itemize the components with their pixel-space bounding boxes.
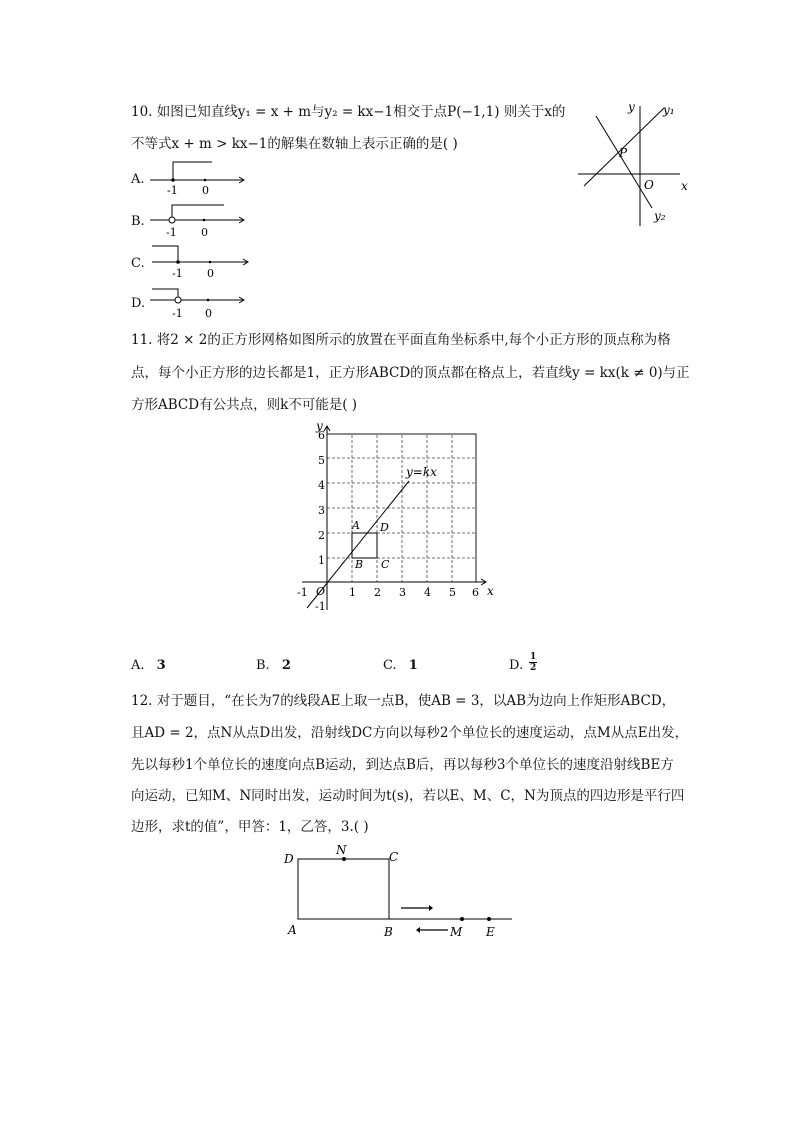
- tick-point: [203, 219, 206, 222]
- q10-stem-line1: 10. 如图已知直线y₁ = x + m与y₂ = kx−1相交于点P(−1,1) 则关于x的: [131, 104, 566, 120]
- q10-option-b-label[interactable]: B.: [131, 214, 145, 229]
- q12-rectangle-figure: [280, 842, 520, 942]
- vertex-d-label: D: [380, 521, 389, 534]
- q12-stem-line5: 边形，求t的值”，甲答：1，乙答，3.( ): [131, 819, 369, 835]
- y2-label: y₂: [654, 209, 666, 223]
- tick-label: -1: [166, 226, 177, 239]
- closed-point: [171, 178, 175, 182]
- q10-option-b-numberline: [148, 200, 248, 240]
- y-tick-label: 1: [318, 554, 325, 567]
- q10-option-d-label[interactable]: D.: [131, 296, 146, 311]
- point-m-label: M: [450, 925, 463, 939]
- tick-label: -1: [167, 184, 178, 197]
- tick-label: -1: [172, 267, 183, 280]
- option-letter: B.: [256, 658, 270, 673]
- vertex-a-label: A: [352, 519, 360, 532]
- point-m: [460, 917, 464, 921]
- arrow-right-head: [429, 905, 433, 911]
- tick-point: [209, 261, 212, 264]
- q12-stem-line3: 先以每秒1个单位长的速度向点B运动，到达点B后，再以每秒3个单位长的速度沿射线BE方: [131, 757, 674, 773]
- y-tick-label: 3: [318, 504, 325, 517]
- point-n: [342, 857, 346, 861]
- q10-option-c-numberline: [148, 242, 252, 282]
- q10-stem-line2: 不等式x + m > kx−1的解集在数轴上表示正确的是( ): [131, 136, 458, 152]
- q10-intersection-figure: [574, 96, 694, 232]
- option-letter: C.: [383, 658, 397, 673]
- q10-option-a-numberline: [148, 158, 248, 198]
- q11-option-c[interactable]: [383, 658, 418, 673]
- tick-label: 0: [201, 226, 208, 239]
- vertex-b-label: B: [355, 558, 364, 571]
- open-point: [169, 217, 175, 223]
- point-e: [487, 917, 491, 921]
- x-tick-label: 4: [424, 586, 431, 599]
- arrow-left-head: [416, 927, 420, 933]
- x-tick-label: 1: [349, 586, 356, 599]
- y-tick-label: 2: [318, 529, 325, 542]
- q11-option-b[interactable]: [256, 658, 291, 673]
- vertex-c-label: C: [381, 558, 390, 571]
- rectangle-abcd: [298, 859, 389, 919]
- open-point: [175, 297, 181, 303]
- fraction-numerator: 1: [530, 652, 537, 662]
- q11-stem-line1: 11. 将2 × 2的正方形网格如图所示的放置在平面直角坐标系中,每个小正方形的顶点称为格: [131, 332, 671, 348]
- x-tick-label: 3: [399, 586, 406, 599]
- origin-label: O: [644, 178, 654, 192]
- line-y2: [596, 116, 652, 208]
- y-tick-label: 4: [318, 479, 325, 492]
- y-tick-label: 5: [318, 454, 325, 467]
- x-axis-label: x: [487, 584, 494, 598]
- y-axis-label: y: [628, 100, 635, 114]
- q10-option-a-label[interactable]: A.: [131, 172, 145, 187]
- q11-grid-figure: [294, 420, 504, 620]
- vertex-b-label: B: [384, 925, 393, 939]
- q11-stem-line3: 方形ABCD有公共点，则k不可能是( ): [131, 397, 358, 413]
- tick-label: 0: [202, 184, 209, 197]
- vertex-d-label: D: [284, 852, 294, 866]
- q10-option-c-label[interactable]: C.: [131, 256, 145, 271]
- origin-label: O: [316, 585, 326, 598]
- point-e-label: E: [486, 925, 495, 939]
- y-tick-label: 6: [318, 429, 325, 442]
- q11-stem-line2: 点，每个小正方形的边长都是1，正方形ABCD的顶点都在格点上，若直线y = kx(k ≠ 0)与正: [131, 365, 690, 381]
- q12-stem-line2: 且AD = 2，点N从点D出发，沿射线DC方向以每秒2个单位长的速度运动，点M从点E出发，: [131, 725, 689, 741]
- closed-point: [176, 260, 180, 264]
- option-value: 1: [408, 658, 418, 673]
- option-letter: A.: [131, 658, 145, 673]
- option-value: 2: [281, 658, 291, 673]
- solution-ray: [172, 205, 224, 217]
- line-label: y=kx: [406, 465, 437, 479]
- q11-option-a[interactable]: [131, 658, 166, 673]
- tick-label: 0: [205, 307, 212, 320]
- q12-stem-line4: 向运动，已知M、N同时出发，运动时间为t(s)，若以E、M、C，N为顶点的四边形是平行四: [131, 788, 685, 804]
- tick-label: 0: [207, 267, 214, 280]
- x-tick-label: 2: [374, 586, 381, 599]
- q12-stem-line1: 12. 对于题目，“在长为7的线段AE上取一点B，使AB = 3，以AB为边向上作矩形ABCD，: [131, 693, 676, 709]
- x-tick-label: 5: [449, 586, 456, 599]
- tick-point: [207, 299, 210, 302]
- dashed-grid: [327, 435, 476, 582]
- point-p-label: P: [619, 146, 628, 160]
- solution-ray: [173, 162, 212, 180]
- fraction-denominator: 2: [530, 663, 537, 673]
- vertex-c-label: C: [389, 850, 399, 864]
- fraction: [529, 652, 537, 673]
- y-tick-label: -1: [315, 600, 326, 613]
- x-axis-label: x: [681, 179, 688, 193]
- x-tick-label: 6: [472, 586, 479, 599]
- option-letter: D.: [509, 658, 524, 673]
- vertex-a-label: A: [288, 923, 297, 937]
- solution-ray: [152, 246, 178, 262]
- point-n-label: N: [336, 843, 347, 857]
- y-axis-label: y: [316, 420, 323, 433]
- x-tick-label: -1: [297, 586, 308, 599]
- solution-ray: [152, 289, 178, 297]
- tick-point: [204, 179, 207, 182]
- y1-label: y₁: [663, 103, 675, 117]
- tick-label: -1: [172, 307, 183, 320]
- q10-option-d-numberline: [148, 284, 248, 324]
- option-value: 3: [156, 658, 166, 673]
